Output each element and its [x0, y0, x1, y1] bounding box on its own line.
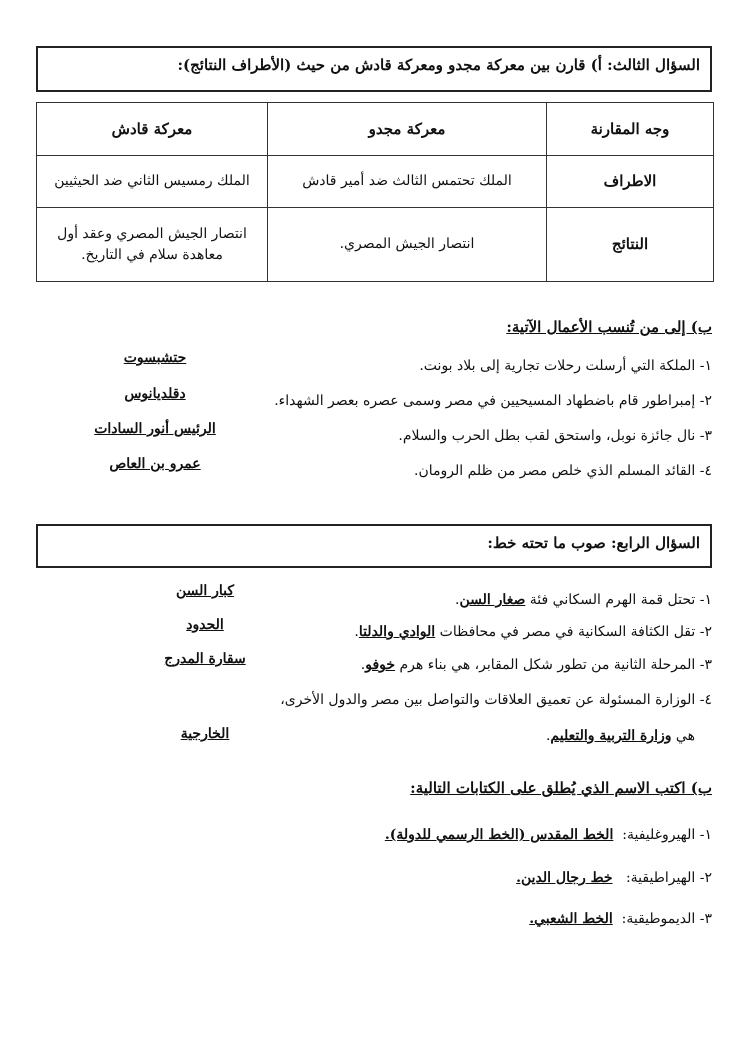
list-item — [354, 624, 712, 640]
answer: الحدود — [186, 617, 224, 633]
item-text: ١- تحتل قمة الهرم السكاني فئة — [525, 592, 712, 608]
q4-part-b-heading: ب) اكتب الاسم الذي يُطلق على الكتابات التالية: — [410, 779, 712, 797]
list-item: ٤- القائد المسلم الذي خلص مصر من ظلم الرومان. — [414, 463, 712, 479]
list-item — [529, 911, 712, 927]
table-cell: الاطراف — [547, 156, 714, 208]
list-item — [385, 827, 712, 843]
list-item: ٣- نال جائزة نوبل، واستحق لقب بطل الحرب والسلام. — [398, 428, 712, 444]
answer: كبار السن — [175, 583, 235, 599]
table-header: معركة قادش — [37, 103, 268, 156]
table-header: معركة مجدو — [268, 103, 547, 156]
list-item: ٤- الوزارة المسئولة عن تعميق العلاقات والتواصل بين مصر والدول الأخرى، — [280, 692, 712, 708]
underlined-error: وزارة التربية والتعليم — [550, 728, 672, 744]
table-header: وجه المقارنة — [547, 103, 714, 156]
table-cell: الملك رمسيس الثاني ضد الحيثيين — [37, 156, 268, 208]
q3-part-b-heading: ب) إلى من تُنسب الأعمال الآتية: — [506, 318, 712, 336]
answer: دقلديانوس — [124, 386, 186, 402]
answer: حتشبسوت — [123, 350, 187, 366]
table-cell: الملك تحتمس الثالث ضد أمير قادش — [268, 156, 547, 208]
answer: الرئيس أنور السادات — [94, 421, 216, 437]
item-term: ١- الهيروغليفية: — [622, 827, 712, 843]
list-item: ١- الملكة التي أرسلت رحلات تجارية إلى بلاد بونت. — [419, 358, 712, 374]
item-text: ٣- المرحلة الثانية من تطور شكل المقابر، هي بناء هرم — [395, 657, 712, 673]
item-text: ٢- تقل الكثافة السكانية في مصر في محافظات — [435, 624, 712, 640]
item-answer: الخط الشعبي. — [529, 911, 613, 927]
list-item: ٢- إمبراطور قام باضطهاد المسيحيين في مصر وسمى عصره بعصر الشهداء. — [274, 393, 712, 409]
q4-header: السؤال الرابع: صوب ما تحته خط: — [487, 534, 700, 552]
item-period: . — [545, 728, 551, 744]
item-text: هي — [671, 728, 695, 744]
table-cell: النتائج — [547, 208, 714, 282]
item-period: . — [455, 592, 460, 608]
table-cell: انتصار الجيش المصري وعقد أول معاهدة سلام في التاريخ. — [37, 208, 268, 282]
table-cell: انتصار الجيش المصري. — [268, 208, 547, 282]
q3-header: السؤال الثالث: أ) قارن بين معركة مجدو ومعركة قادش من حيث (الأطراف النتائج): — [177, 56, 700, 74]
table-row — [37, 208, 714, 282]
underlined-error: الوادي والدلتا — [358, 624, 436, 640]
item-term: ٢- الهيراطيقية: — [625, 870, 712, 886]
list-item — [516, 870, 712, 886]
list-item — [361, 657, 712, 673]
underlined-error: خوفو — [365, 657, 396, 673]
answer: الخارجية — [180, 726, 230, 742]
answer: عمرو بن العاص — [109, 456, 201, 472]
list-item — [455, 592, 712, 608]
q3-header-box — [36, 46, 712, 92]
table-row — [37, 156, 714, 208]
item-answer: الخط المقدس (الخط الرسمي للدولة). — [384, 827, 614, 843]
answer: سقارة المدرج — [164, 651, 246, 667]
underlined-error: صغار السن — [459, 592, 526, 608]
item-period: . — [360, 657, 366, 673]
item-period: . — [354, 624, 359, 640]
table-header-row — [37, 103, 714, 156]
item-term: ٣- الديموطيقية: — [621, 911, 712, 927]
q4-header-box — [36, 524, 712, 568]
item-answer: خط رجال الدين. — [516, 870, 613, 886]
list-item-continuation — [546, 728, 695, 744]
comparison-table — [36, 102, 714, 282]
